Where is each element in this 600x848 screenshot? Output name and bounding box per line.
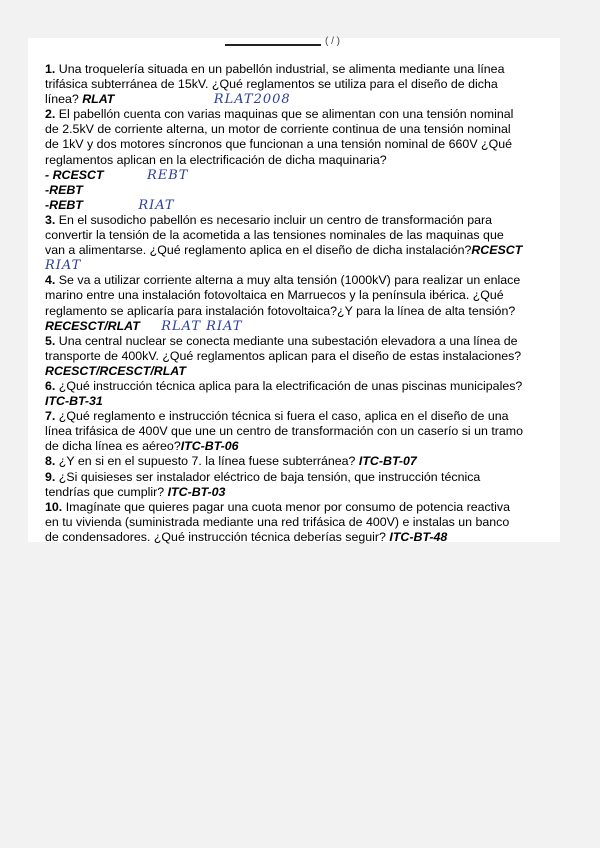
answer: ITC-BT-06 bbox=[180, 439, 239, 454]
question-number: 1. bbox=[45, 62, 56, 76]
answer bbox=[45, 168, 525, 183]
header-rule bbox=[225, 44, 321, 46]
question-number: 8. bbox=[45, 454, 56, 469]
answer bbox=[45, 198, 525, 213]
question-4 bbox=[45, 273, 525, 318]
question-text: Imagínate que quieres pagar una cuota menor por consumo de potencia reactiva en tu vivienda (suministrada mediante una red trifásica de 400V) e instalas un banco de condensadores. ¿Qué instrucción técnica deberías seguir? bbox=[45, 499, 510, 544]
answer: RLAT bbox=[82, 92, 115, 107]
answer: ITC-BT-48 bbox=[389, 529, 448, 544]
question-10 bbox=[45, 500, 525, 545]
handwritten-note: REBT bbox=[146, 167, 189, 183]
question-number: 5. bbox=[45, 333, 56, 348]
question-text: ¿Si quisieses ser instalador eléctrico de baja tensión, que instrucción técnica tendrías que cumplir? bbox=[45, 469, 481, 499]
answer: RCESCT bbox=[471, 243, 523, 258]
answer: ITC-BT-07 bbox=[358, 454, 417, 469]
question-2 bbox=[45, 107, 525, 167]
answer-item: - RCESCT bbox=[45, 167, 104, 182]
question-3 bbox=[45, 213, 525, 273]
question-9 bbox=[45, 470, 525, 500]
handwritten-note: RLAT2008 bbox=[213, 92, 291, 108]
question-list bbox=[45, 62, 525, 545]
question-text: ¿Y en si en el supuesto 7. la línea fuese subterránea? bbox=[58, 454, 356, 469]
answer: ITC-BT-31 bbox=[45, 394, 103, 409]
answer-item: -REBT bbox=[45, 182, 83, 197]
handwritten-note: RIAT bbox=[138, 197, 175, 213]
question-text: ¿Qué reglamento e instrucción técnica si fuera el caso, aplica en el diseño de una línea trifásica de 400V que une un centro de transformación con un caserío si un tramo de dicha línea es aéreo? bbox=[45, 409, 524, 454]
question-7 bbox=[45, 409, 525, 454]
question-number: 9. bbox=[45, 469, 56, 484]
answer bbox=[45, 319, 525, 334]
question-number: 4. bbox=[45, 273, 56, 288]
question-number: 6. bbox=[45, 378, 56, 393]
answer-item: RECESCT/RLAT bbox=[45, 318, 140, 333]
question-number: 10. bbox=[45, 499, 63, 514]
header-mark: ( / ) bbox=[325, 36, 340, 47]
handwritten-note: RIAT bbox=[45, 258, 82, 274]
question-8 bbox=[45, 454, 525, 469]
question-5 bbox=[45, 334, 525, 379]
question-1 bbox=[45, 62, 525, 107]
question-text: En el susodicho pabellón es necesario incluir un centro de transformación para convertir la tensión de la acometida a las tensiones nominales de las maquinas que van a alimentarse. ¿Qué reglamento aplica en el diseño de dicha instalación? bbox=[45, 212, 504, 258]
question-text: Una troquelería situada en un pabellón industrial, se alimenta mediante una línea trifásica subterránea de 15kV. ¿Qué reglamentos se utiliza para el diseño de dicha línea? bbox=[45, 62, 505, 107]
answer bbox=[45, 183, 525, 198]
question-number: 7. bbox=[45, 409, 56, 424]
question-6 bbox=[45, 379, 525, 409]
question-text: Una central nuclear se conecta mediante una subestación elevadora a una línea de transporte de 400kV. ¿Qué reglamentos aplican para el diseño de estas instalaciones? bbox=[45, 333, 522, 363]
question-text: El pabellón cuenta con varias maquinas que se alimentan con una tensión nominal de 2.5kV de corriente alterna, un motor de corriente continua de una tensión nominal de 1kV y dos motores síncronos que funcionan a una tensión nominal de 660V ¿Qué reglamentos aplican en la electrificación de dicha maquinaria? bbox=[45, 107, 514, 167]
question-number: 3. bbox=[45, 212, 56, 227]
answer-item: -REBT bbox=[45, 197, 83, 212]
question-text: ¿Qué instrucción técnica aplica para la electrificación de unas piscinas municipales? bbox=[58, 378, 523, 393]
answer: ITC-BT-03 bbox=[167, 484, 226, 499]
answer: RCESCT/RCESCT/RLAT bbox=[45, 363, 186, 378]
handwritten-note: RLAT RIAT bbox=[161, 318, 243, 334]
question-text: Se va a utilizar corriente alterna a muy alta tensión (1000kV) para realizar un enlace marino entre una instalación fotovoltaica en Marruecos y la península ibérica. ¿Qué reglamento se aplicaría para instalación fotovoltaica?¿Y para la línea de alta tensión? bbox=[45, 273, 521, 318]
question-number: 2. bbox=[45, 107, 56, 122]
